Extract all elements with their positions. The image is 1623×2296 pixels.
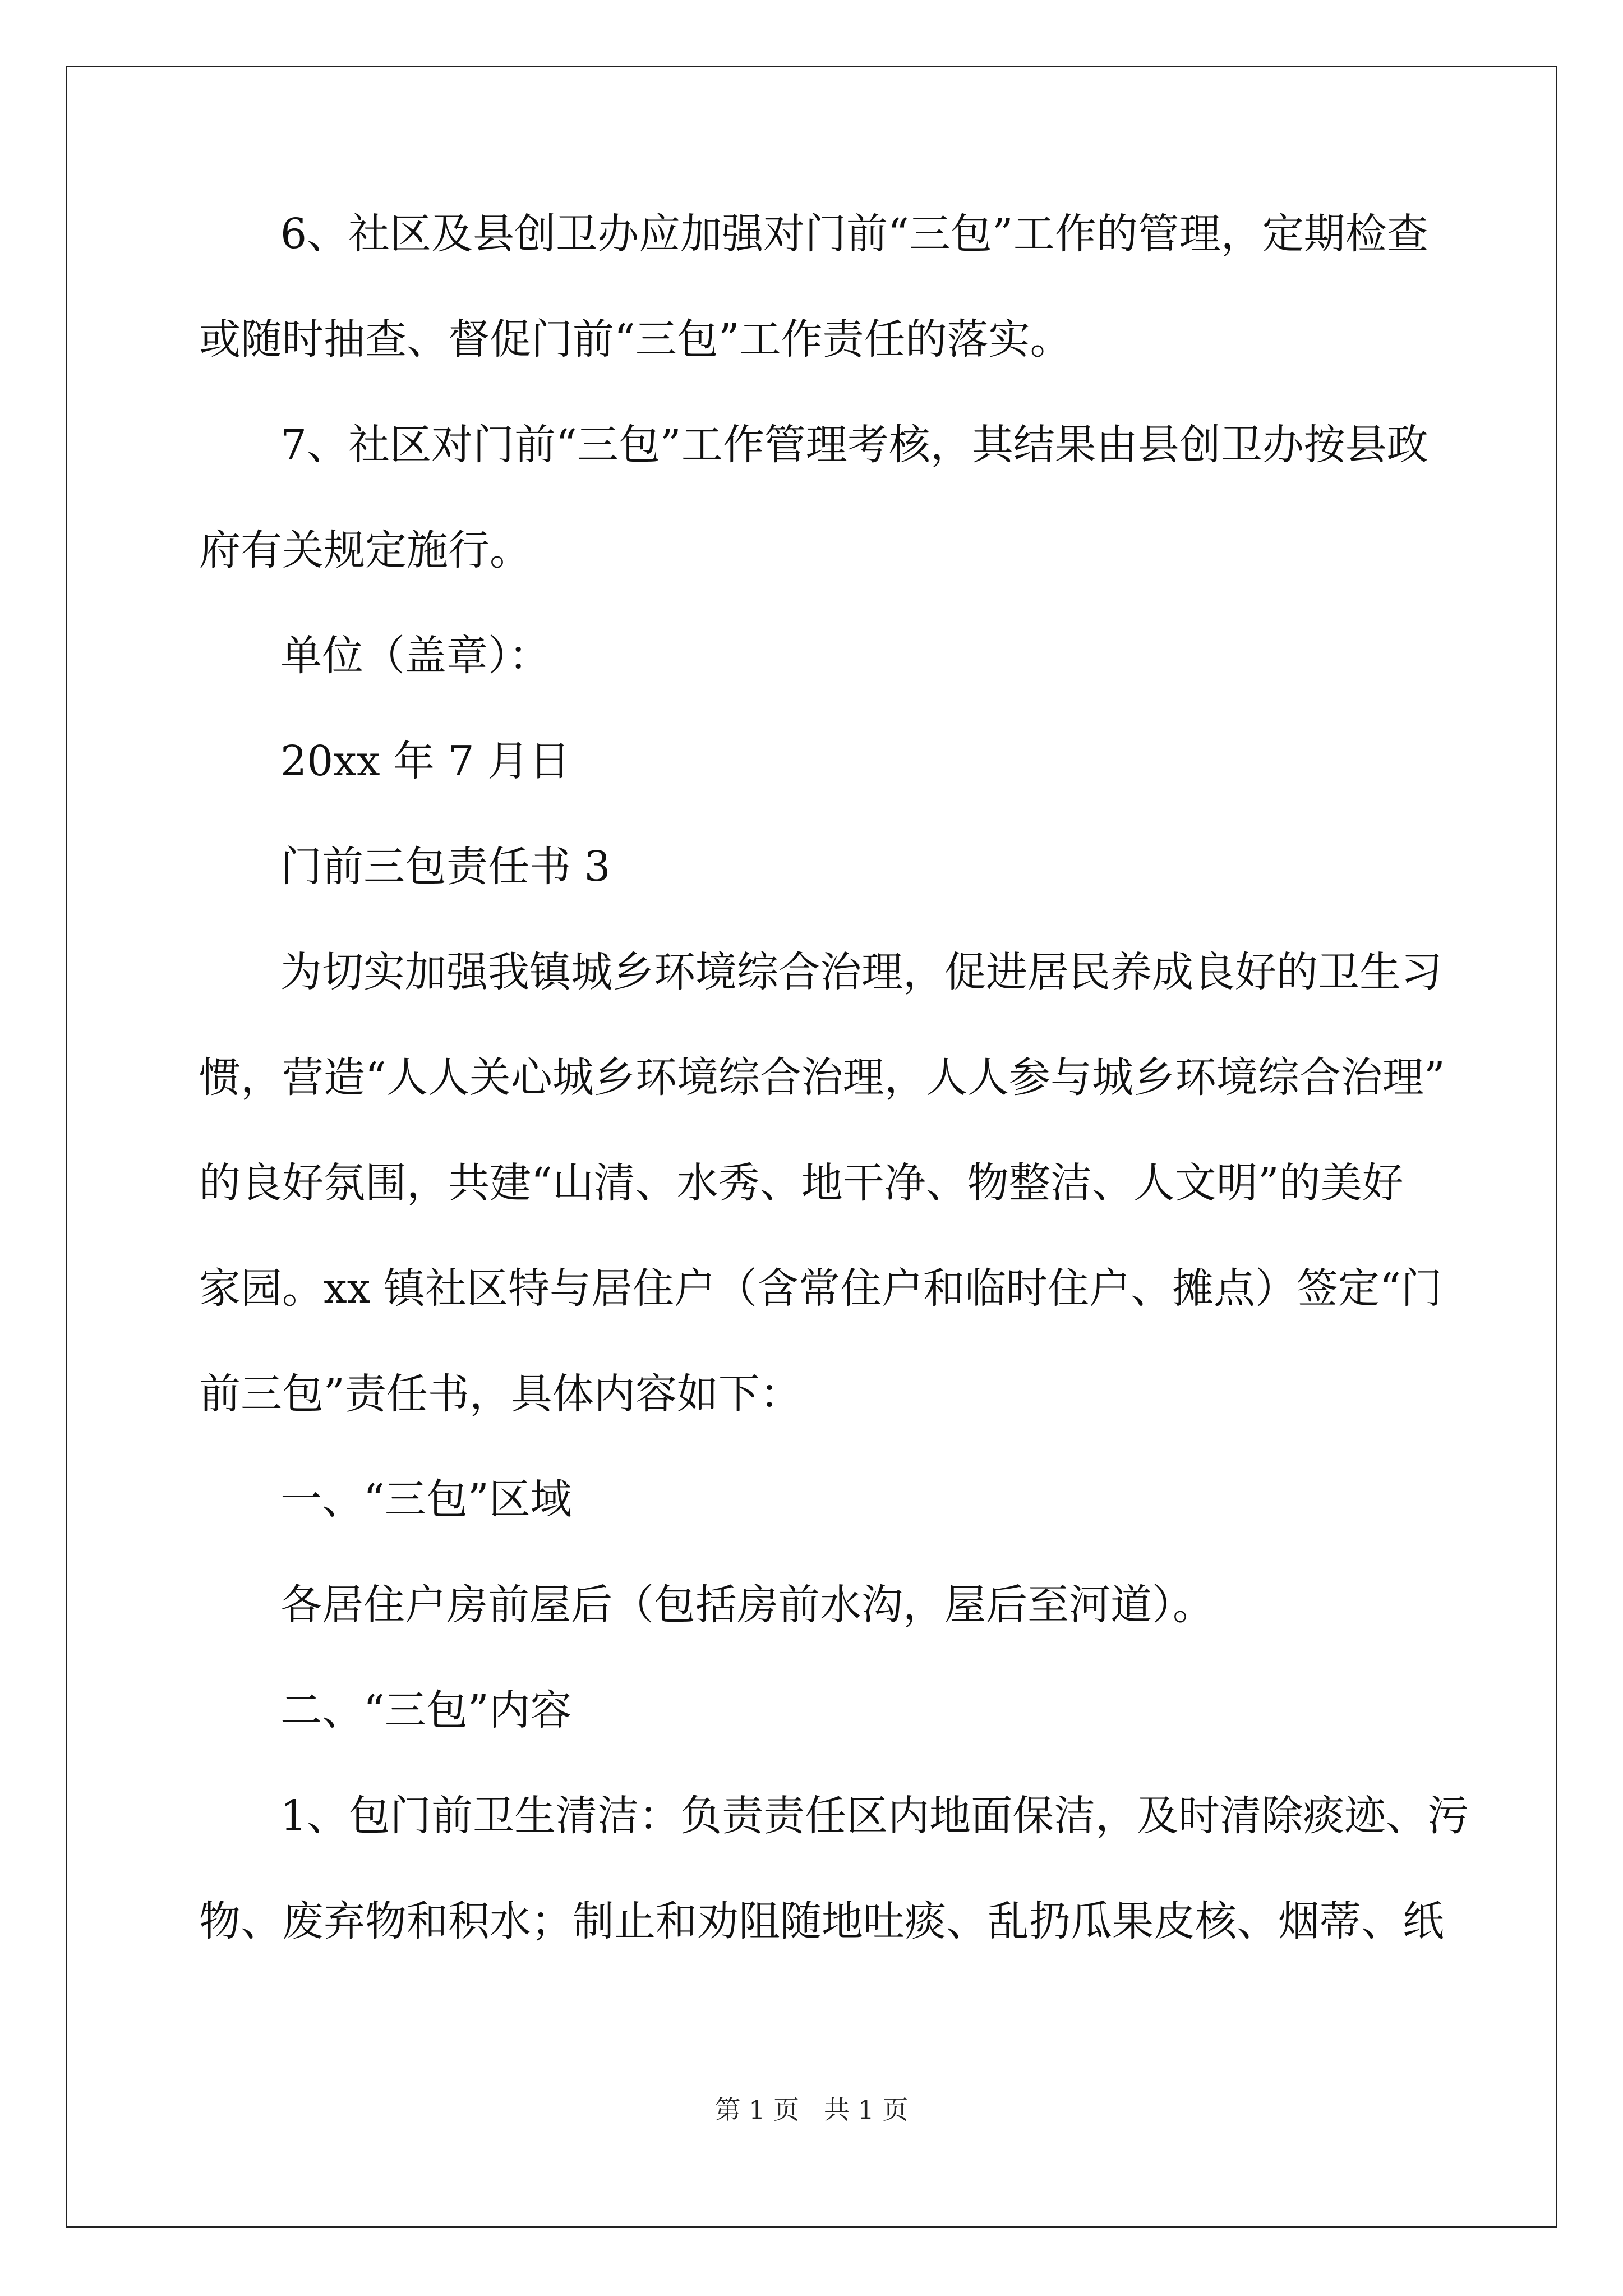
section-heading: 二、“三包”内容 <box>280 1686 572 1734</box>
text-line: 6、社区及县创卫办应加强对门前“三包”工作的管理，定期检查 <box>280 210 1428 258</box>
text-line: 府有关规定施行。 <box>199 526 531 574</box>
section-heading: 门前三包责任书 3 <box>280 843 611 891</box>
text-line: 家园。xx 镇社区特与居住户（含常住户和临时住户、摊点）签定“门 <box>199 1264 1442 1313</box>
text-line: 各居住户房前屋后（包括房前水沟，屋后至河道）。 <box>280 1581 1214 1629</box>
section-heading: 一、“三包”区域 <box>280 1475 572 1524</box>
text-line: 单位（盖章）： <box>280 632 550 680</box>
text-line: 的良好氛围，共建“山清、水秀、地干净、物整洁、人文明”的美好 <box>199 1159 1404 1207</box>
text-line: 20xx 年 7 月日 <box>280 737 571 785</box>
page-total: 共 1 页 <box>823 2095 909 2125</box>
page-number: 第 1 页 <box>714 2095 800 2125</box>
text-line: 惯，营造“人人关心城乡环境综合治理，人人参与城乡环境综合治理” <box>199 1053 1445 1102</box>
text-line: 1、包门前卫生清洁：负责责任区内地面保洁，及时清除痰迹、污 <box>280 1792 1469 1840</box>
text-line: 7、社区对门前“三包”工作管理考核，其结果由县创卫办按县政 <box>280 421 1428 469</box>
text-line: 为切实加强我镇城乡环境综合治理，促进居民养成良好的卫生习 <box>280 948 1442 996</box>
page-footer <box>0 2096 1623 2124</box>
text-line: 或随时抽查、督促门前“三包”工作责任的落实。 <box>199 315 1072 364</box>
text-line: 物、废弃物和积水；制止和劝阻随地吐痰、乱扔瓜果皮核、烟蒂、纸 <box>199 1897 1444 1945</box>
text-line: 前三包”责任书，具体内容如下： <box>199 1370 801 1418</box>
